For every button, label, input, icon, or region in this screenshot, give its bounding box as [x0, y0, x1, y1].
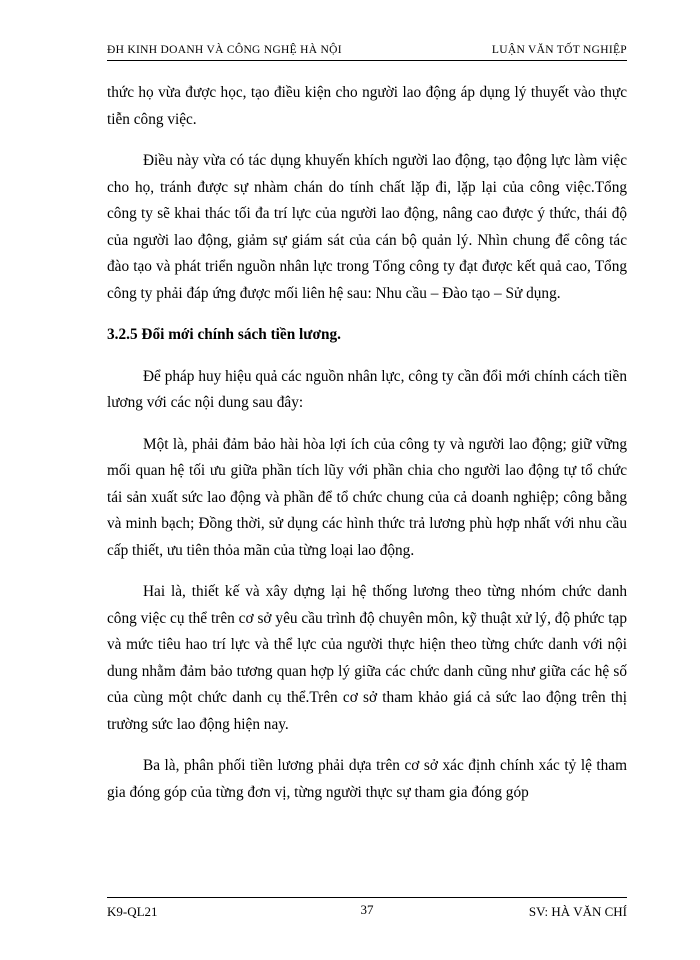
document-body — [107, 80, 627, 821]
section-heading: 3.2.5 Đổi mới chính sách tiền lương. — [107, 326, 341, 343]
paragraph-1: thức họ vừa được học, tạo điều kiện cho người lao động áp dụng lý thuyết vào thực tiễn công việc. — [107, 84, 627, 128]
header-thesis-title: LUẬN VĂN TỐT NGHIỆP — [491, 44, 627, 56]
page-footer — [107, 897, 627, 922]
footer-class-code: K9-QL21 — [107, 904, 158, 919]
paragraph-3: Để pháp huy hiệu quả các nguồn nhân lực, công ty cần đổi mới chính cách tiền lương với các nội dung sau đây: — [107, 367, 627, 411]
header-university: ĐH KINH DOANH VÀ CÔNG NGHỆ HÀ NỘI — [107, 44, 342, 56]
paragraph-6: Ba là, phân phối tiền lương phải dựa trên cơ sở xác định chính xác tỷ lệ tham gia đóng góp của từng đơn vị, từng người thực sự tham gia đóng góp — [107, 757, 627, 801]
page-header — [107, 38, 627, 61]
page-number: 37 — [360, 902, 374, 917]
paragraph-2: Điều này vừa có tác dụng khuyến khích người lao động, tạo động lực làm việc cho họ, tránh được sự nhàm chán do tính chất lặp đi, lặp lại của công việc.Tổng công ty sẽ khai thác tối đa trí lực của người lao động, nâng cao được ý thức, thái độ của người lao động, giảm sự giám sát của cán bộ quản lý. Nhìn chung để công tác đào tạo và phát triển nguồn nhân lực trong Tổng công ty đạt được kết quả cao, Tổng công ty phải đáp ứng được mối liên hệ sau: Nhu cầu – Đào tạo – Sử dụng. — [107, 152, 627, 302]
paragraph-5: Hai là, thiết kế và xây dựng lại hệ thống lương theo từng nhóm chức danh công việc cụ thể trên cơ sở yêu cầu trình độ chuyên môn, kỹ thuật xử lý, độ phức tạp và mức tiêu hao trí lực và thể lực của người thực hiện theo từng chức danh với nội dung nhằm đảm bảo tương quan hợp lý giữa các chức danh cũng như giữa các hệ số của cùng một chức danh cụ thể.Trên cơ sở tham khảo giá cả sức lao động trên thị trường sức lao động hiện nay. — [107, 583, 627, 733]
footer-student-name: SV: HÀ VĂN CHÍ — [528, 904, 627, 919]
paragraph-4: Một là, phải đảm bảo hài hòa lợi ích của công ty và người lao động; giữ vững mối quan hệ tối ưu giữa phần tích lũy với phần chia cho người lao động tự tổ chức tái sản xuất sức lao động và phần để tổ chức chung của cả doanh nghiệp; công bằng và minh bạch; Đồng thời, sử dụng các hình thức trả lương phù hợp nhất với nhu cầu cấp thiết, ưu tiên thỏa mãn của từng loại lao động. — [107, 435, 627, 559]
